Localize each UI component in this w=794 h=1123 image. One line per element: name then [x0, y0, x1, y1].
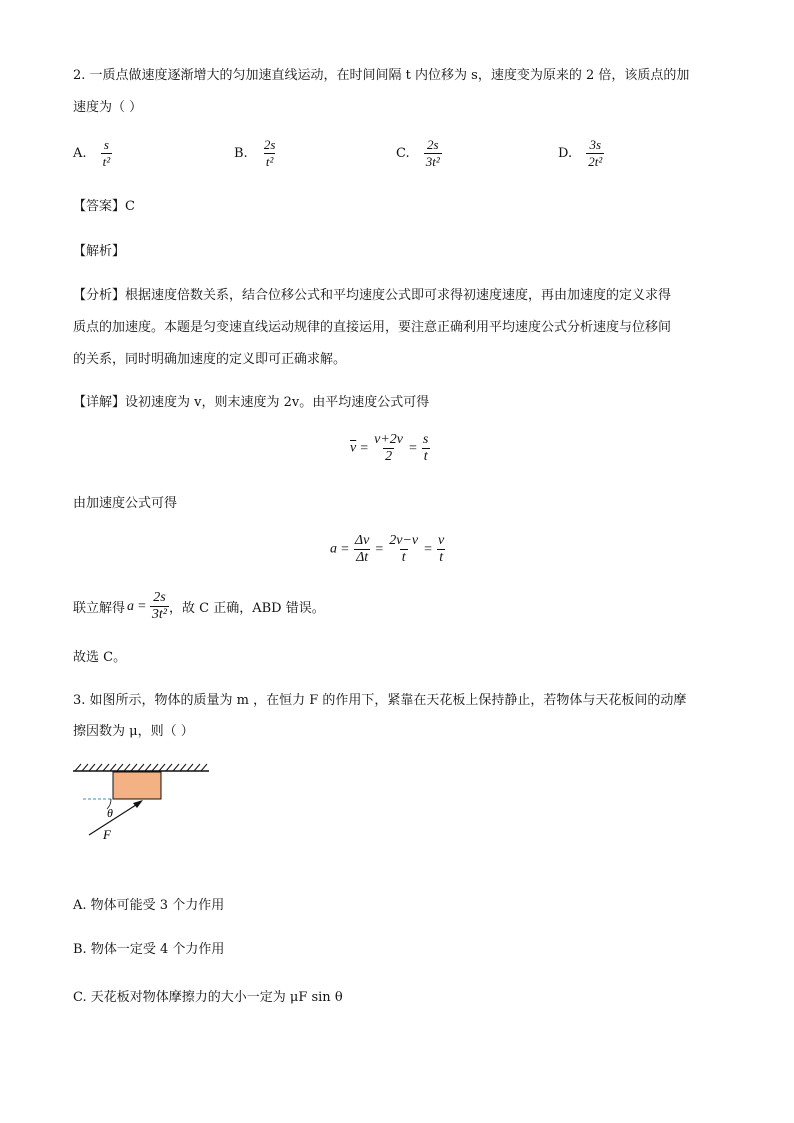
- q3-option-c[interactable]: C. 天花板对物体摩擦力的大小一定为 μF sin θ: [73, 990, 343, 1005]
- equation-average-velocity: $\overline{v}$ = $\frac{v+2v}{2}$ = $\frac{s}{t}$: [350, 432, 429, 464]
- option-letter: C.: [396, 146, 410, 161]
- equation-acceleration: a = $\frac{\Delta v}{\Delta t}$ = $\frac{2v-v}{t}$ = $\frac{v}{t}$: [330, 533, 445, 565]
- ceiling-block-force-figure: [73, 762, 213, 844]
- q2-analysis-line2: 质点的加速度。本题是匀变速直线运动规律的直接运用，要注意正确利用平均速度公式分析速度与位移间: [73, 320, 672, 335]
- solve-suffix: ，故 C 正确，ABD 错误。: [169, 601, 325, 616]
- eq1-den1: 2: [385, 449, 393, 464]
- q2-analysis-line1: 【分析】根据速度倍数关系，结合位移公式和平均速度公式即可求得初速度速度，再由加速度的定义求得: [73, 288, 672, 303]
- block: [113, 772, 161, 799]
- eq2-num2: 2v−v: [389, 533, 419, 548]
- theta-label: θ: [107, 806, 113, 820]
- option-numerator: 3s: [589, 137, 602, 152]
- solve-lhs: a: [127, 598, 135, 614]
- q3-stem-line1: 3. 如图所示，物体的质量为 m ，在恒力 F 的作用下，紧靠在天花板上保持静止，若物体与天花板间的动摩: [73, 693, 687, 708]
- option-letter: A.: [73, 146, 87, 161]
- eq2-den2: t: [401, 550, 406, 565]
- force-arrow-line: [89, 803, 139, 835]
- option-denominator: 3t²: [425, 154, 440, 169]
- eq1-lhs: $\overline{v}$: [350, 440, 357, 456]
- q2-stem-line2: 速度为（ ）: [73, 100, 143, 115]
- eq2-num3: v: [438, 533, 445, 548]
- q3-option-b[interactable]: B. 物体一定受 4 个力作用: [73, 942, 225, 957]
- q3-option-a[interactable]: A. 物体可能受 3 个力作用: [73, 898, 225, 913]
- q2-stem-line1: 2. 一质点做速度逐渐增大的匀加速直线运动，在时间间隔 t 内位移为 s，速度变为原来的 2 倍，该质点的加: [73, 68, 690, 83]
- option-numerator: 2s: [426, 137, 439, 152]
- q2-detail-line: 【详解】设初速度为 v，则末速度为 2v。由平均速度公式可得: [73, 395, 430, 410]
- eq2-den3: t: [439, 550, 444, 565]
- eq1-num1: v+2v: [374, 432, 403, 447]
- eq2-num1: Δv: [354, 533, 370, 548]
- option-denominator: 2t²: [588, 154, 603, 169]
- q2-choose: 故选 C。: [73, 650, 127, 665]
- eq1-den2: t: [423, 449, 428, 464]
- solve-numerator: 2s: [153, 590, 166, 605]
- q2-option-a[interactable]: [73, 137, 112, 170]
- force-label: F: [103, 827, 111, 842]
- q2-accel-intro: 由加速度公式可得: [73, 496, 178, 511]
- q3-stem-line2: 擦因数为 μ，则（ ）: [73, 724, 194, 739]
- force-arrow-head: [133, 800, 143, 808]
- option-numerator: 2s: [263, 137, 276, 152]
- q2-option-b[interactable]: [234, 137, 277, 170]
- q2-analysis-line3: 的关系，同时明确加速度的定义即可正确求解。: [73, 352, 347, 367]
- ceiling-hatch: [75, 764, 207, 771]
- solve-denominator: 3t²: [151, 607, 168, 622]
- eq1-num2: s: [422, 432, 429, 447]
- eq2-lhs: a: [330, 541, 337, 557]
- option-letter: D.: [558, 146, 573, 161]
- q2-option-c[interactable]: [396, 137, 442, 170]
- solve-prefix: 联立解得: [73, 601, 126, 616]
- q2-answer: 【答案】C: [73, 199, 135, 214]
- q2-analysis-title: 【解析】: [73, 244, 126, 259]
- eq2-den1: Δt: [356, 550, 369, 565]
- option-numerator: s: [103, 137, 109, 152]
- q2-option-d[interactable]: [558, 137, 604, 170]
- option-denominator: t²: [102, 154, 111, 169]
- option-letter: B.: [234, 146, 248, 161]
- q2-solve-line: 联立解得 a = $\frac{2s}{\text{3t²}}$ ，故 C 正确，ABD 错误。: [73, 590, 325, 622]
- option-denominator: t²: [265, 154, 274, 169]
